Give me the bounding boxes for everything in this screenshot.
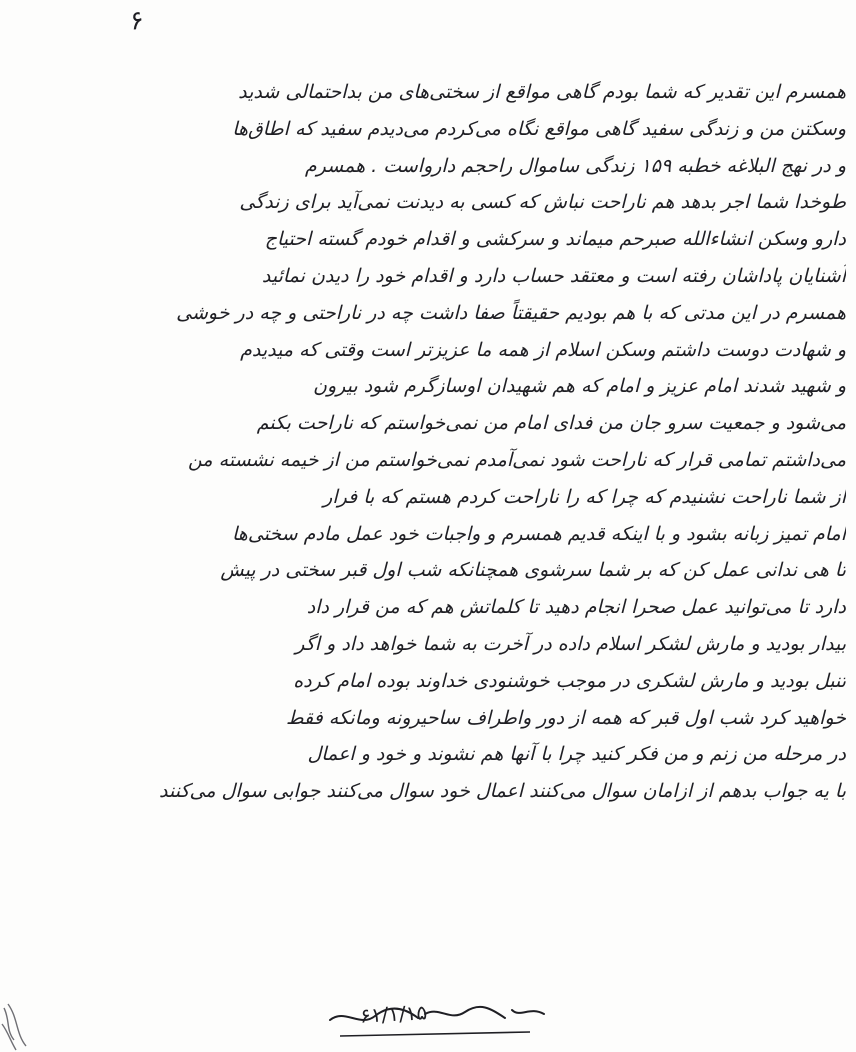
letter-line: تا هی ندانی عمل کن که بر شما سرشوی همچنانکه شب اول قبر سختی در پیش [220, 559, 846, 582]
letter-line: با یه جواب بدهم از ازامان سوال می‌کنند اعمال خود سوال می‌کنند جوابی سوال می‌کنند [159, 780, 846, 803]
letter-line: می‌داشتم تمامی قرار که ناراحت شود نمی‌آمدم نمی‌خواستم من از خیمه نشسته من [187, 448, 846, 471]
letter-line: آشنایان پاداشان رفته است و معتقد حساب دارد و اقدام خود را دیدن نمائید [261, 264, 846, 287]
letter-line: در مرحله من زنم و من فکر کنید چرا با آنها هم نشوند و خود و اعمال [307, 743, 846, 766]
letter-line: خواهید کرد شب اول قبر که همه از دور واطراف ساحیرونه ومانکه فقط [285, 706, 846, 729]
letter-line: دارو وسکن انشاءالله صبرحم میماند و سرکشی و اقدام خودم گسته احتیاج [264, 228, 846, 251]
scan-corner-mark [0, 1000, 40, 1052]
letter-line: همسرم این تقدیر که شما بودم گاهی مواقع از سختی‌های من بداحتمالی شدید [238, 81, 846, 103]
page-number: ۶ [127, 5, 146, 37]
letter-line: تنبل بودید و مارش لشکری در موجب خوشنودی خداوند بوده امام کرده [293, 669, 846, 692]
letter-line: و شهادت دوست داشتم وسکن اسلام از همه ما عزیزتر است وقتی که میدیدم [240, 338, 846, 361]
letter-line: و شهید شدند امام عزیز و امام که هم شهیدان اوسازگرم شود بیرون [313, 375, 846, 398]
letter-line: و در نهج البلاغه خطبه ۱۵۹ زندگی ساموال راحجم دارواست . همسرم [304, 154, 846, 177]
letter-line: طوخدا شما اجر بدهد هم ناراحت نباش که کسی به دیدنت نمی‌آید برای زندگی [239, 191, 846, 214]
signature-scribble [300, 988, 560, 1048]
letter-line: همسرم در این مدتی که با هم بودیم حقیقتاً صفا داشت چه در ناراحتی و چه در خوشی [176, 301, 846, 324]
letter-line: امام تمیز زبانه بشود و با اینکه قدیم همسرم و واجبات خود عمل مادم سختی‌ها [232, 522, 846, 545]
letter-line: می‌شود و جمعیت سرو جان من فدای امام من نمی‌خواستم که ناراحت بکنم [256, 412, 846, 435]
letter-body [10, 74, 846, 810]
letter-line: بیدار بودید و مارش لشکر اسلام داده در آخرت به شما خواهد داد و اگر [295, 632, 846, 655]
letter-line: دارد تا می‌توانید عمل صحرا انجام دهید تا کلماتش هم که من قرار داد [306, 596, 846, 619]
signature-date: ۶۱/۱/۱۵ [359, 1000, 428, 1028]
letter-line: وسکتن من و زندگی سفید گاهی مواقع نگاه می‌کردم می‌دیدم سفید که اطاق‌ها [232, 117, 846, 140]
signature-block [300, 988, 560, 1048]
letter-line: از شما ناراحت نشنیدم که چرا که را ناراحت کردم هستم که با فرار [323, 485, 846, 508]
